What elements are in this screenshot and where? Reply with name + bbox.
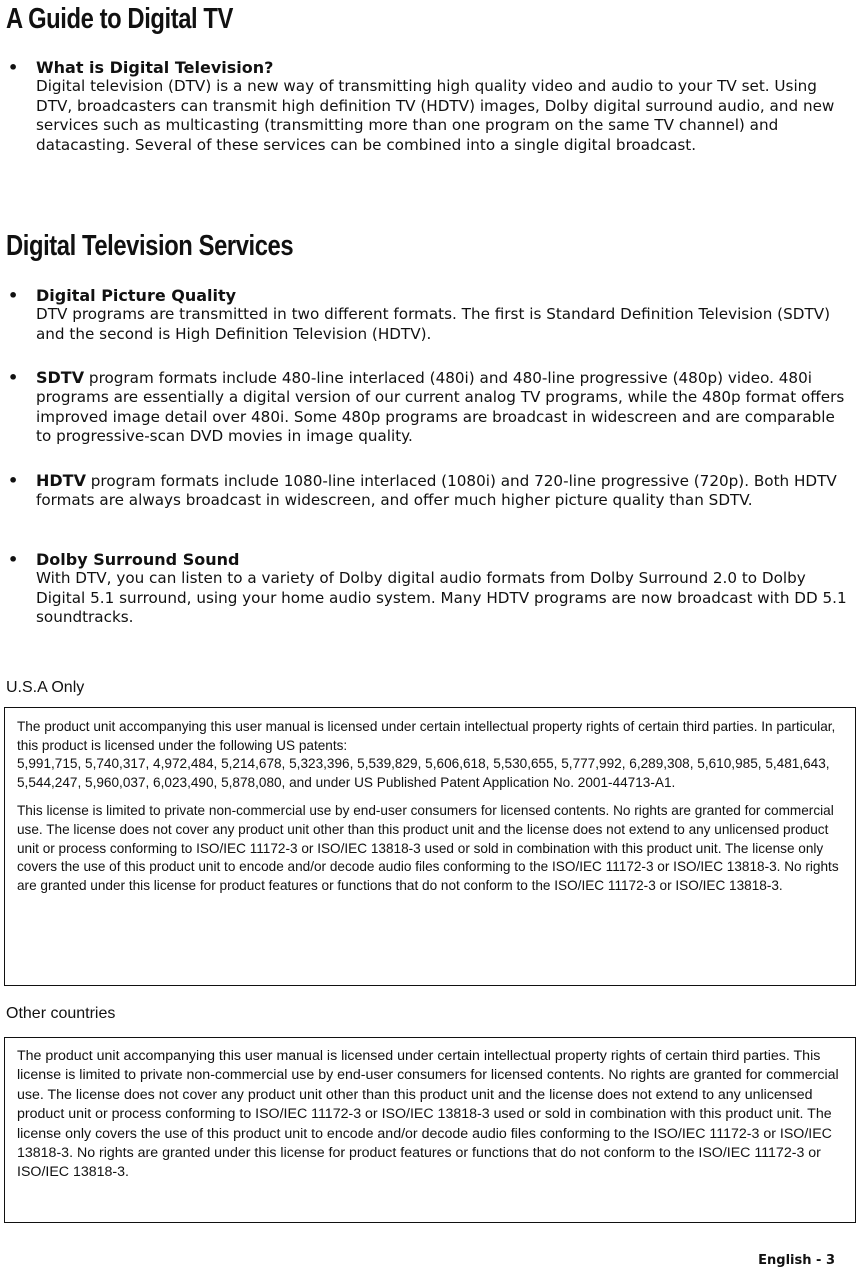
usa-license-box — [4, 707, 856, 986]
other-license-box — [4, 1037, 856, 1223]
other-license-text: The product unit accompanying this user manual is licensed under certain intellectual property rights of certain third parties. This license is limited to private non-commercial use by end-user consumers for licensed contents. No rights are granted for commercial use. The license does not cover any product unit other than this product unit and the license does not extend to any unlicensed product unit or process conforming to ISO/IEC 11172-3 or ISO/IEC 13818-3 used or sold in combination with this product unit. The license only covers the use of this product unit to encode and/or decode audio files conforming to the ISO/IEC 11172-3 or ISO/IEC 13818-3. No rights are granted under this license for product features or functions that do not conform to the ISO/IEC 11172-3 or ISO/IEC 13818-3. — [17, 1048, 839, 1181]
bullet-dot-icon: • — [8, 550, 19, 569]
bullet-hdtv — [8, 471, 853, 511]
bullet-term: SDTV — [36, 368, 85, 387]
bullet-dot-icon: • — [8, 58, 19, 77]
other-countries-label: Other countries — [6, 1005, 116, 1022]
bullet-text: With DTV, you can listen to a variety of Dolby digital audio formats from Dolby Surround 2.0 to Dolby Digital 5.1 surround, using your home audio system. Many HDTV programs are now broadcast with DD 5.1 soundtracks. — [36, 569, 847, 627]
usa-label: U.S.A Only — [6, 679, 85, 696]
bullet-dot-icon: • — [8, 368, 19, 387]
bullet-picture-quality — [8, 286, 853, 344]
page-number: English - 3 — [758, 1253, 835, 1268]
bullet-term: What is Digital Television? — [36, 58, 274, 77]
bullet-text: Digital television (DTV) is a new way of transmitting high quality video and audio to your TV set. Using DTV, broadcasters can transmit high definition TV (HDTV) images, Dolby digital surround audio, and new services such as multicasting (transmitting more than one program on the same TV channel) and datacasting. Several of these services can be combined into a single digital broadcast. — [36, 77, 835, 154]
bullet-text: program formats include 1080-line interlaced (1080i) and 720-line progressive (720p). Both HDTV formats are always broadcast in widescreen, and offer much higher picture quality than SDTV. — [36, 472, 837, 510]
bullet-dot-icon: • — [8, 286, 19, 305]
bullet-what-is-dtv — [8, 58, 853, 155]
bullet-text: program formats include 480-line interlaced (480i) and 480-line progressive (480p) video. 480i programs are essentially a digital version of our current analog TV programs, while the 480p format offers improved image detail over 480i. Some 480p programs are broadcast in widescreen and are comparable to progressive-scan DVD movies in image quality. — [36, 369, 845, 446]
bullet-term: HDTV — [36, 471, 86, 490]
bullet-text: DTV programs are transmitted in two different formats. The first is Standard Definition Television (SDTV) and the second is High Definition Television (HDTV). — [36, 305, 831, 343]
section-title-services: Digital Television Services — [6, 230, 294, 262]
bullet-term: Dolby Surround Sound — [36, 550, 240, 569]
usa-patent-list: 5,991,715, 5,740,317, 4,972,484, 5,214,678, 5,323,396, 5,539,829, 5,606,618, 5,530,655, 5,777,992, 6,289,308, 5,610,985, 5,481,643, 5,544,247, 5,960,037, 6,023,490, 5,878,080, and under US Published Patent Application No. 2001-44713-A1. — [17, 756, 830, 790]
usa-license-intro: The product unit accompanying this user manual is licensed under certain intellectual property rights of certain third parties. In particular, this product is licensed under the following US patents: — [17, 719, 836, 753]
bullet-dolby — [8, 550, 853, 628]
bullet-sdtv — [8, 368, 853, 447]
bullet-dot-icon: • — [8, 471, 19, 490]
usa-license-terms: This license is limited to private non-commercial use by end-user consumers for licensed contents. No rights are granted for commercial use. The license does not cover any product unit other than this product unit and the license does not extend to any unlicensed product unit or process conforming to ISO/IEC 11172-3 or ISO/IEC 13818-3 used or sold in combination with this product unit. The license only covers the use of this product unit to encode and/or decode audio files conforming to the ISO/IEC 11172-3 or ISO/IEC 13818-3. No rights are granted under this license for product features or functions that do not conform to the ISO/IEC 11172-3 or ISO/IEC 13818-3. — [17, 803, 839, 893]
bullet-term: Digital Picture Quality — [36, 286, 237, 305]
section-title-guide: A Guide to Digital TV — [6, 3, 233, 35]
